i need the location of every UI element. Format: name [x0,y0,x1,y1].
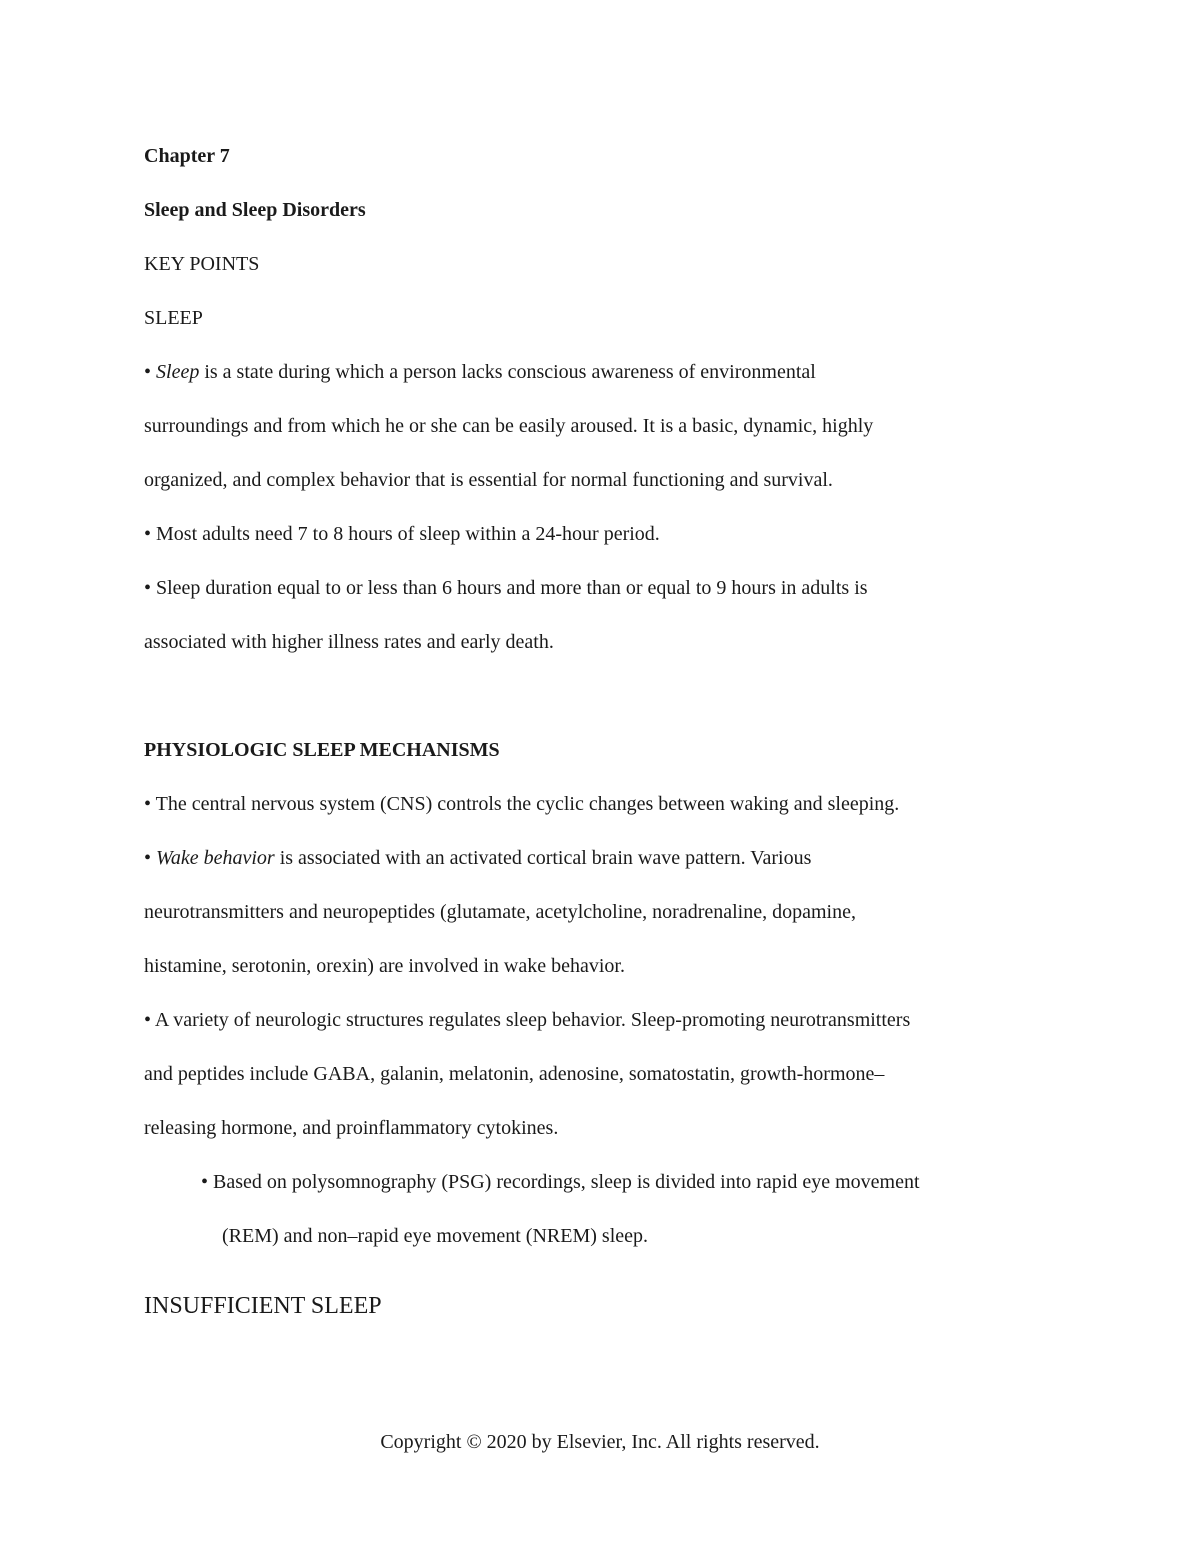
bullet-marker: • [144,361,157,383]
physio-bullet-4-line-1: • Based on polysomnography (PSG) recordings, sleep is divided into rapid eye movement [201,1171,920,1193]
physio-bullet-2-line-3: histamine, serotonin, orexin) are involved in wake behavior. [144,955,625,977]
physio-bullet-1: • The central nervous system (CNS) controls the cyclic changes between waking and sleeping. [144,793,900,815]
chapter-title: Sleep and Sleep Disorders [144,199,366,221]
sleep-bullet-1-line-2: surroundings and from which he or she can be easily aroused. It is a basic, dynamic, highly [144,415,874,437]
copyright-footer: Copyright © 2020 by Elsevier, Inc. All rights reserved. [380,1431,820,1453]
physio-bullet-2-text: is associated with an activated cortical brain wave pattern. Various [274,847,812,869]
sleep-bullet-3-line-2: associated with higher illness rates and early death. [144,631,554,653]
sleep-bullet-1-line-1 [144,360,816,384]
bullet-marker: • [144,847,157,869]
chapter-label: Chapter 7 [144,145,230,167]
physio-bullet-3-line-3: releasing hormone, and proinflammatory cytokines. [144,1117,559,1139]
key-points-label: KEY POINTS [144,253,260,275]
sleep-bullet-3-line-1: • Sleep duration equal to or less than 6 hours and more than or equal to 9 hours in adults is [144,577,868,599]
physio-bullet-2-line-2: neurotransmitters and neuropeptides (glutamate, acetylcholine, noradrenaline, dopamine, [144,901,856,923]
sleep-heading: SLEEP [144,307,203,329]
sleep-bullet-2: • Most adults need 7 to 8 hours of sleep within a 24-hour period. [144,523,660,545]
physio-bullet-3-line-2: and peptides include GABA, galanin, melatonin, adenosine, somatostatin, growth-hormone– [144,1063,885,1085]
term-wake-behavior: Wake behavior [156,847,275,869]
physiologic-heading: PHYSIOLOGIC SLEEP MECHANISMS [144,739,500,761]
physio-bullet-3-line-1: • A variety of neurologic structures regulates sleep behavior. Sleep-promoting neurotransmitters [144,1009,911,1031]
insufficient-sleep-heading: INSUFFICIENT SLEEP [144,1293,382,1319]
physio-bullet-4-line-2: (REM) and non–rapid eye movement (NREM) sleep. [222,1225,649,1247]
sleep-bullet-1-text: is a state during which a person lacks conscious awareness of environmental [199,361,816,383]
sleep-bullet-1-line-3: organized, and complex behavior that is essential for normal functioning and survival. [144,469,833,491]
term-sleep: Sleep [156,361,200,383]
physio-bullet-2-line-1 [144,846,811,870]
